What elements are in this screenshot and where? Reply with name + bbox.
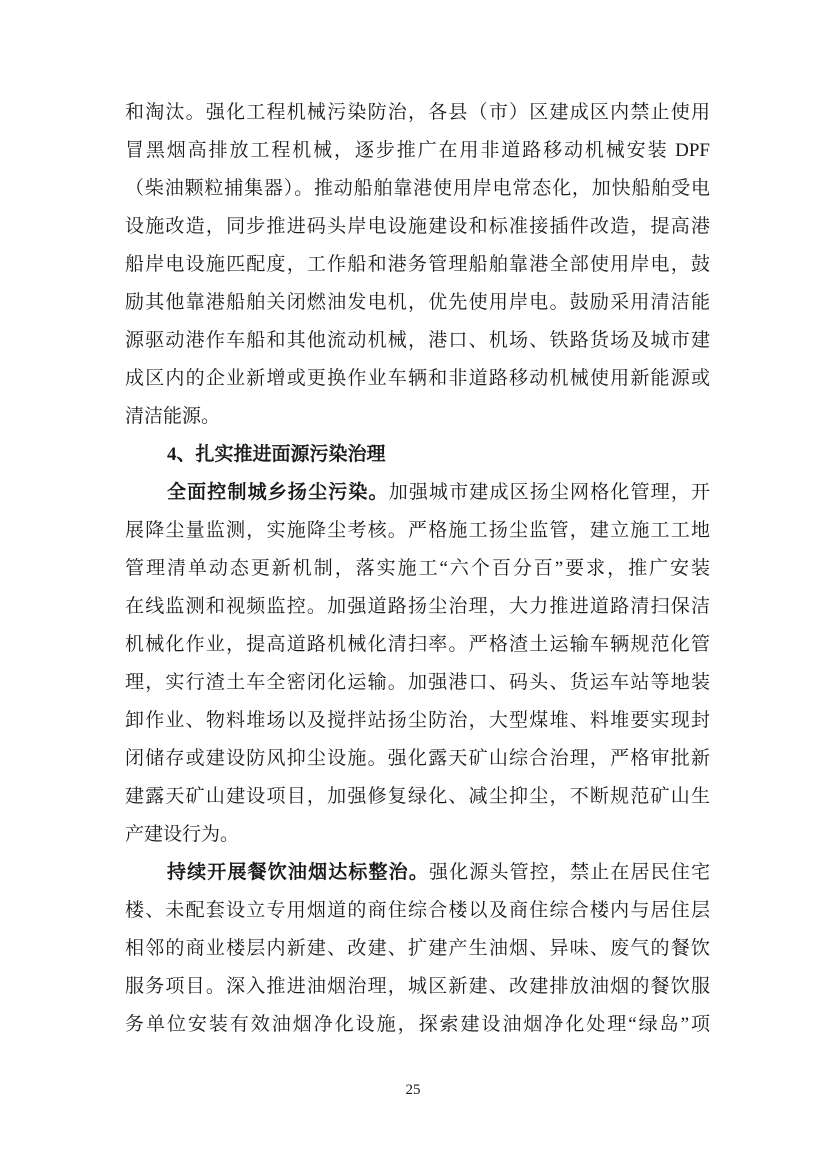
line-text: 冒黑烟高排放工程机械，逐步推广在用非道路移动机械安装 DPF — [125, 140, 710, 161]
line-text: 励其他靠港船舶关闭燃油发电机，优先使用岸电。鼓励采用清洁能 — [125, 292, 710, 313]
text-line — [125, 816, 710, 854]
text-line — [125, 778, 710, 816]
text-line — [125, 588, 710, 626]
line-text: （柴油颗粒捕集器）。推动船舶靠港使用岸电常态化，加快船舶受电 — [125, 178, 710, 199]
text-line — [125, 968, 710, 1006]
line-text: 闭储存或建设防风抑尘设施。强化露天矿山综合治理，严格审批新 — [125, 748, 710, 769]
paragraph — [125, 94, 710, 436]
text-line — [125, 208, 710, 246]
line-text: 清洁能源。 — [125, 406, 221, 427]
line-text: 相邻的商业楼层内新建、改建、扩建产生油烟、异味、废气的餐饮 — [125, 938, 710, 959]
line-text: 和淘汰。强化工程机械污染防治，各县（市）区建成区内禁止使用 — [125, 102, 710, 123]
line-text: 机械化作业，提高道路机械化清扫率。严格渣土运输车辆规范化管 — [125, 634, 710, 655]
bold-lead: 全面控制城乡扬尘污染。 — [167, 482, 389, 503]
text-line — [125, 284, 710, 322]
bold-lead: 持续开展餐饮油烟达标整治。 — [167, 862, 429, 883]
line-text: 产建设行为。 — [125, 824, 240, 845]
line-text: 源驱动港作车船和其他流动机械，港口、机场、铁路货场及城市建 — [125, 330, 710, 351]
line-text: 理，实行渣土车全密闭化运输。加强港口、码头、货运车站等地装 — [125, 672, 710, 693]
line-text: 船岸电设施匹配度，工作船和港务管理船舶靠港全部使用岸电，鼓 — [125, 254, 710, 275]
text-line — [125, 474, 710, 512]
line-text: 加强城市建成区扬尘网格化管理，开 — [388, 482, 710, 503]
line-text: 展降尘量监测，实施降尘考核。严格施工扬尘监管，建立施工工地 — [125, 520, 710, 541]
text-line — [125, 740, 710, 778]
section-heading — [125, 436, 710, 474]
line-text: 设施改造，同步推进码头岸电设施建设和标准接插件改造，提高港 — [125, 216, 710, 237]
text-line — [125, 94, 710, 132]
text-line — [125, 930, 710, 968]
line-text: 管理清单动态更新机制，落实施工“六个百分百”要求，推广安装 — [125, 558, 710, 579]
line-text: 强化源头管控，禁止在居民住宅 — [429, 862, 710, 883]
line-text: 服务项目。深入推进油烟治理，城区新建、改建排放油烟的餐饮服 — [125, 976, 710, 997]
text-line — [125, 550, 710, 588]
line-text: 务单位安装有效油烟净化设施，探索建设油烟净化处理“绿岛”项 — [125, 1014, 710, 1035]
text-line — [125, 512, 710, 550]
text-line — [125, 398, 710, 436]
text-line — [125, 702, 710, 740]
text-line — [125, 132, 710, 170]
text-line — [125, 1006, 710, 1044]
text-line — [125, 892, 710, 930]
line-text: 楼、未配套设立专用烟道的商住综合楼以及商住综合楼内与居住层 — [125, 900, 710, 921]
line-text: 4、扎实推进面源污染治理 — [167, 444, 386, 465]
text-line — [125, 626, 710, 664]
text-line — [125, 170, 710, 208]
text-line — [125, 322, 710, 360]
line-text: 成区内的企业新增或更换作业车辆和非道路移动机械使用新能源或 — [125, 368, 710, 389]
text-line — [125, 664, 710, 702]
text-block — [125, 94, 710, 1044]
page-number: 25 — [405, 1082, 421, 1098]
line-text: 卸作业、物料堆场以及搅拌站扬尘防治，大型煤堆、料堆要实现封 — [125, 710, 710, 731]
text-line — [125, 854, 710, 892]
line-text: 在线监测和视频监控。加强道路扬尘治理，大力推进道路清扫保洁 — [125, 596, 710, 617]
paragraph — [125, 474, 710, 854]
line-text: 建露天矿山建设项目，加强修复绿化、减尘抑尘，不断规范矿山生 — [125, 786, 710, 807]
paragraph — [125, 854, 710, 1044]
text-line — [125, 246, 710, 284]
text-line — [125, 360, 710, 398]
heading-text — [125, 436, 710, 474]
